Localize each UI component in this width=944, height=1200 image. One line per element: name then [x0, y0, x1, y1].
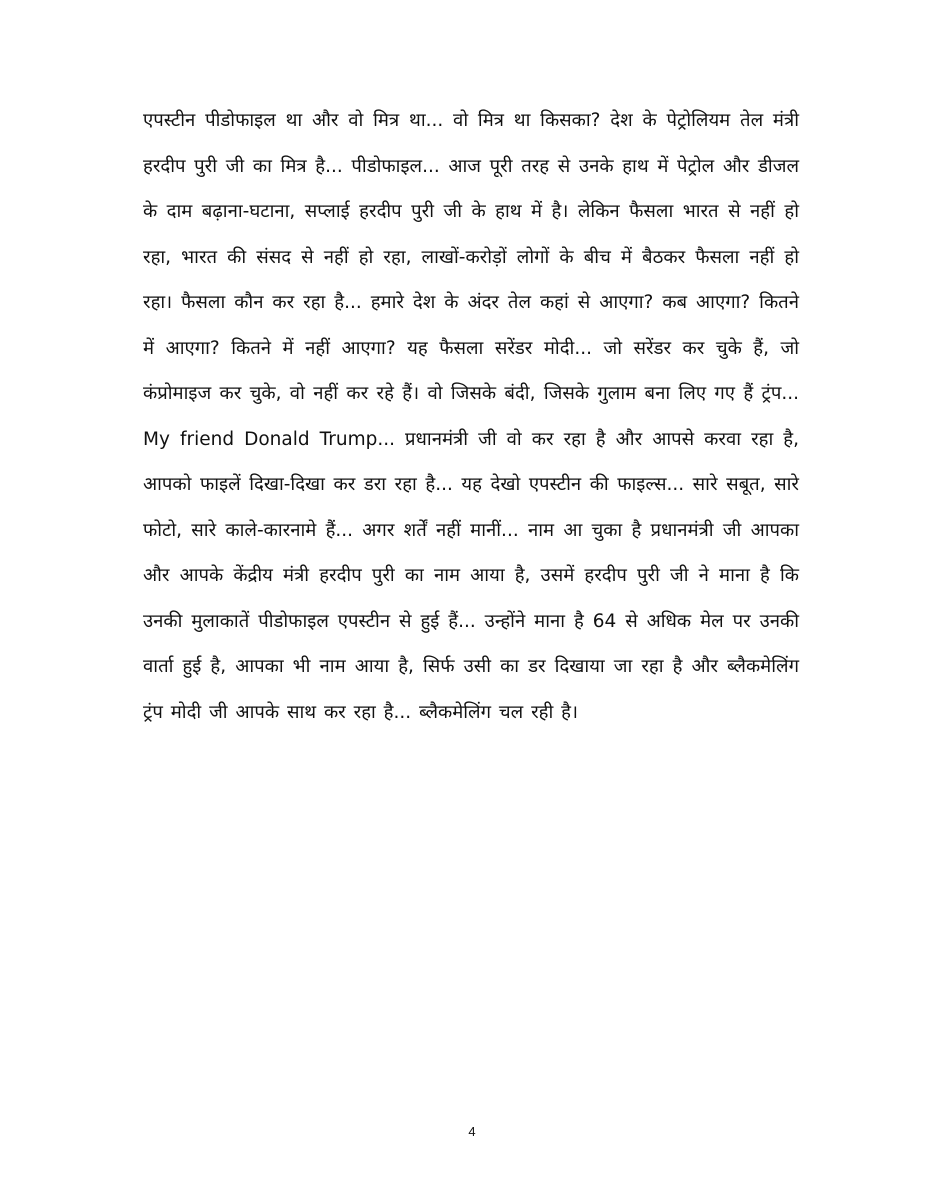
- page-number: 4: [468, 1124, 476, 1139]
- body-paragraph: एपस्टीन पीडोफाइल था और वो मित्र था... वो मित्र था किसका? देश के पेट्रोलियम तेल मंत्री हरदीप पुरी जी का मित्र है... पीडोफाइल... आज पूरी तरह से उनके हाथ में पेट्रोल और डीजल के दाम बढ़ाना-घटाना, सप्लाई हरदीप पुरी जी के हाथ में है। लेकिन फैसला भारत से नहीं हो रहा, भारत की संसद से नहीं हो रहा, लाखों-करोड़ों लोगों के बीच में बैठकर फैसला नहीं हो रहा। फैसला कौन कर रहा है... हमारे देश के अंदर तेल कहां से आएगा? कब आएगा? कितने में आएगा? कितने में नहीं आएगा? यह फैसला सरेंडर मोदी... जो सरेंडर कर चुके हैं, जो कंप्रोमाइज कर चुके, वो नहीं कर रहे हैं। वो जिसके बंदी, जिसके गुलाम बना लिए गए हैं ट्रंप... My friend Donald Trump... प्रधानमंत्री जी वो कर रहा है और आपसे करवा रहा है, आपको फाइलें दिखा-दिखा कर डरा रहा है... यह देखो एपस्टीन की फाइल्स... सारे सबूत, सारे फोटो, सारे काले-कारनामे हैं... अगर शर्तें नहीं मानीं... नाम आ चुका है प्रधानमंत्री जी आपका और आपके केंद्रीय मंत्री हरदीप पुरी का नाम आया है, उसमें हरदीप पुरी जी ने माना है कि उनकी मुलाकातें पीडोफाइल एपस्टीन से हुई हैं... उन्होंने माना है 64 से अधिक मेल पर उनकी वार्ता हुई है, आपका भी नाम आया है, सिर्फ उसी का डर दिखाया जा रहा है और ब्लैकमेलिंग ट्रंप मोदी जी आपके साथ कर रहा है... ब्लैकमेलिंग चल रही है।: [143, 110, 800, 723]
